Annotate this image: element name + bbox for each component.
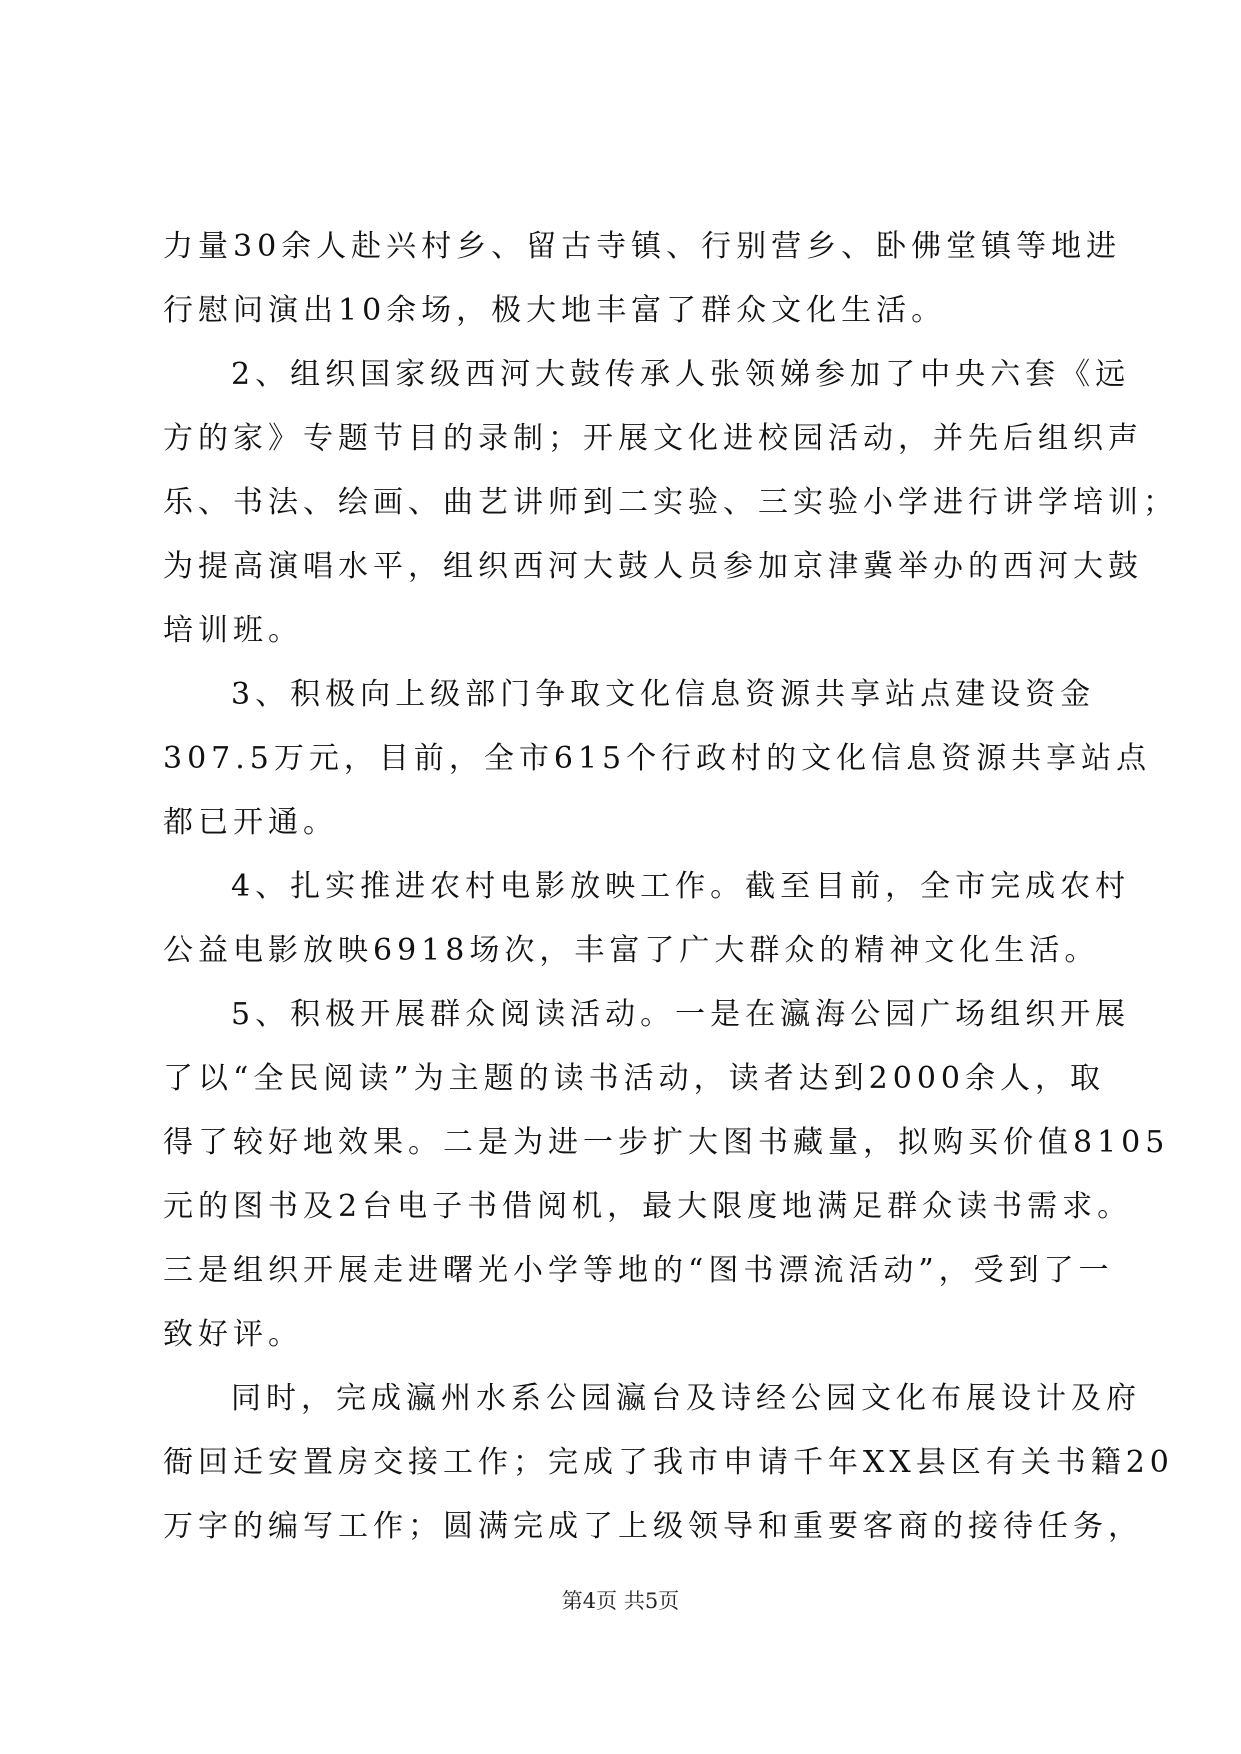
paragraph-item-2 (163, 356, 1178, 676)
text-line: 衙回迁安置房交接工作；完成了我市申请千年XX县区有关书籍20 (163, 1445, 1174, 1480)
text-line: 都已开通。 (163, 805, 338, 840)
text-line: 万字的编写工作；圆满完成了上级领导和重要客商的接待任务， (163, 1509, 1143, 1544)
text-line: 元的图书及2台电子书借阅机，最大限度地满足群众读书需求。 (163, 1189, 1133, 1224)
text-line: 方的家》专题节目的录制；开展文化进校园活动，并先后组织声 (163, 421, 1143, 456)
text-line: 为提高演唱水平，组织西河大鼓人员参加京津冀举办的西河大鼓 (163, 549, 1143, 584)
text-line: 同时，完成瀛州水系公园瀛台及诗经公园文化布展设计及府 (231, 1381, 1141, 1416)
text-line: 5、积极开展群众阅读活动。一是在瀛海公园广场组织开展 (231, 997, 1131, 1032)
text-line: 307.5万元，目前，全市615个行政村的文化信息资源共享站点 (163, 741, 1152, 776)
page-number-footer: 第4页 共5页 (561, 1589, 680, 1613)
text-line: 3、积极向上级部门争取文化信息资源共享站点建设资金 (231, 677, 1096, 712)
text-line: 力量30余人赴兴村乡、留古寺镇、行别营乡、卧佛堂镇等地进 (163, 229, 1122, 264)
paragraph-summary (163, 1380, 1174, 1572)
text-line: 行慰问演出10余场，极大地丰富了群众文化生活。 (163, 293, 947, 328)
text-line: 4、扎实推进农村电影放映工作。截至目前，全市完成农村 (231, 869, 1131, 904)
text-line: 三是组织开展走进曙光小学等地的“图书漂流活动”，受到了一 (163, 1253, 1114, 1288)
paragraph-item-5 (163, 996, 1170, 1380)
paragraph-continuation (163, 228, 1122, 356)
document-body (163, 228, 1178, 1572)
text-line: 2、组织国家级西河大鼓传承人张领娣参加了中央六套《远 (231, 357, 1131, 392)
paragraph-item-4 (163, 868, 1131, 996)
paragraph-item-3 (163, 676, 1152, 868)
text-line: 得了较好地效果。二是为进一步扩大图书藏量，拟购买价值8105 (163, 1125, 1170, 1160)
text-line: 乐、书法、绘画、曲艺讲师到二实验、三实验小学进行讲学培训； (163, 485, 1178, 520)
text-line: 了以“全民阅读”为主题的读书活动，读者达到2000余人，取 (163, 1061, 1106, 1096)
text-line: 致好评。 (163, 1317, 303, 1352)
text-line: 公益电影放映6918场次，丰富了广大群众的精神文化生活。 (163, 933, 1100, 968)
text-line: 培训班。 (163, 613, 303, 648)
